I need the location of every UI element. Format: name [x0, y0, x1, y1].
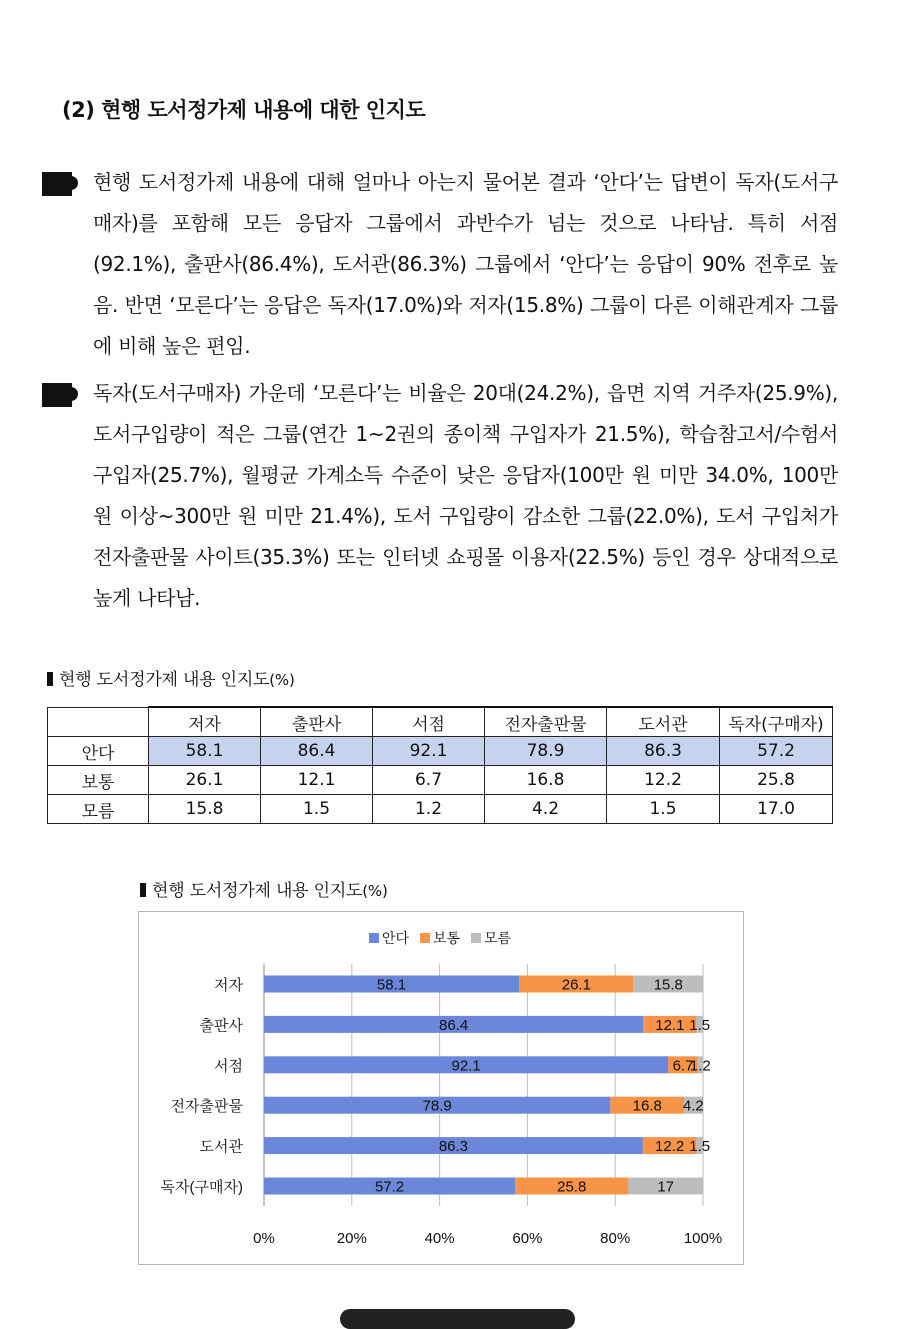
table-cell: 12.2 [607, 766, 720, 795]
caption-marker-icon [140, 883, 146, 897]
table-header-cell: 독자(구매자) [720, 707, 833, 737]
table-cell: 12.1 [261, 766, 373, 795]
x-tick-label: 80% [600, 1230, 631, 1247]
chart-frame [138, 911, 744, 1265]
table-header-cell: 서점 [373, 707, 485, 737]
section-title: (2) 현행 도서정가제 내용에 대한 인지도 [62, 98, 426, 122]
table-cell: 78.9 [485, 737, 607, 766]
data-label: 12.2 [655, 1138, 685, 1156]
x-tick-label: 20% [336, 1230, 367, 1247]
bullet-icon [42, 383, 78, 407]
data-label: 6.7 [672, 1057, 694, 1075]
table-header-cell: 전자출판물 [485, 707, 607, 737]
legend-swatch [471, 933, 481, 943]
home-indicator [340, 1309, 575, 1329]
data-label: 1.5 [689, 1138, 711, 1156]
chart-caption: 현행 도서정가제 내용 인지도(%) [140, 876, 388, 901]
x-tick-label: 40% [424, 1230, 455, 1247]
paragraph-2: 독자(도서구매자) 가운데 ‘모른다’는 비율은 20대(24.2%), 읍면 지역 거주자(25.9%), 도서구입량이 적은 그룹(연간 1~2권의 종이책 구입자가 21.5%), 학습참고서/수험서 구입자(25.7%), 월평균 가계소득 수준이 낮은 응답자(100만 원 미만 34.0%, 100만 원 이상~300만 원 미만 21.4%), 도서 구입량이 감소한 그룹(22.0%), 도서 구입처가 전자출판물 사이트(35.3%) 또는 인터넷 쇼핑몰 이용자(22.5%) 등인 경우 상대적으로 높게 나타남. [93, 381, 838, 610]
table-cell: 4.2 [485, 795, 607, 824]
table-cell: 86.4 [261, 737, 373, 766]
table-cell: 6.7 [373, 766, 485, 795]
data-label: 1.2 [689, 1057, 711, 1075]
table-cell: 86.3 [607, 737, 720, 766]
table-cell: 1.5 [607, 795, 720, 824]
data-label: 86.3 [438, 1138, 469, 1156]
row-label: 안다 [48, 737, 149, 766]
data-label: 17 [657, 1178, 675, 1196]
table-caption: 현행 도서정가제 내용 인지도(%) [47, 665, 295, 690]
data-label: 78.9 [422, 1097, 452, 1115]
category-label: 도서관 [199, 1138, 243, 1156]
bullet-icon [42, 172, 78, 196]
table-corner-cell [48, 707, 149, 737]
paragraph-1: 현행 도서정가제 내용에 대해 얼마나 아는지 물어본 결과 ‘안다’는 답변이 독자(도서구매자)를 포함해 모든 응답자 그룹에서 과반수가 넘는 것으로 나타남. 특히 서점(92.1%), 출판사(86.4%), 도서관(86.3%) 그룹에서 ‘안다’는 응답이 90% 전후로 높음. 반면 ‘모른다’는 응답은 독자(17.0%)와 저자(15.8%) 그룹이 다른 이해관계자 그룹에 비해 높은 편임. [93, 170, 838, 358]
table-cell: 16.8 [485, 766, 607, 795]
legend-label: 안다 [382, 930, 410, 946]
table-cell: 1.5 [261, 795, 373, 824]
legend-swatch [369, 933, 379, 943]
table-cell: 1.2 [373, 795, 485, 824]
x-tick-label: 100% [683, 1230, 723, 1247]
data-label: 92.1 [451, 1057, 481, 1075]
table-row [48, 795, 833, 824]
data-label: 57.2 [374, 1178, 405, 1196]
data-label: 26.1 [561, 976, 591, 994]
table-cell: 92.1 [373, 737, 485, 766]
category-label: 전자출판물 [170, 1098, 243, 1116]
legend-swatch [420, 933, 430, 943]
table-header-cell: 도서관 [607, 707, 720, 737]
caption-marker-icon [47, 672, 53, 686]
table-row [48, 766, 833, 795]
table-cell: 26.1 [149, 766, 261, 795]
data-label: 4.2 [682, 1097, 704, 1115]
x-tick-label: 60% [512, 1230, 543, 1247]
table-row [48, 737, 833, 766]
row-label: 모름 [48, 795, 149, 824]
category-label: 출판사 [199, 1017, 243, 1035]
legend-label: 보통 [433, 930, 461, 946]
data-label: 16.8 [632, 1097, 662, 1115]
category-label: 저자 [214, 977, 243, 994]
data-label: 1.5 [689, 1016, 711, 1034]
stacked-bar-chart [139, 912, 743, 1264]
table-cell: 58.1 [149, 737, 261, 766]
table-header-cell: 저자 [149, 707, 261, 737]
table-header-cell: 출판사 [261, 707, 373, 737]
table-cell: 17.0 [720, 795, 833, 824]
row-label: 보통 [48, 766, 149, 795]
data-label: 12.1 [655, 1016, 685, 1034]
table-cell: 57.2 [720, 737, 833, 766]
table-cell: 15.8 [149, 795, 261, 824]
legend-label: 모름 [484, 930, 512, 946]
category-label: 독자(구매자) [160, 1179, 243, 1196]
data-label: 86.4 [439, 1016, 469, 1034]
data-label: 58.1 [376, 976, 407, 994]
data-label: 15.8 [653, 976, 683, 994]
data-label: 25.8 [557, 1178, 587, 1196]
category-label: 서점 [214, 1057, 243, 1075]
x-tick-label: 0% [253, 1230, 275, 1247]
table-cell: 25.8 [720, 766, 833, 795]
awareness-table [47, 706, 833, 824]
